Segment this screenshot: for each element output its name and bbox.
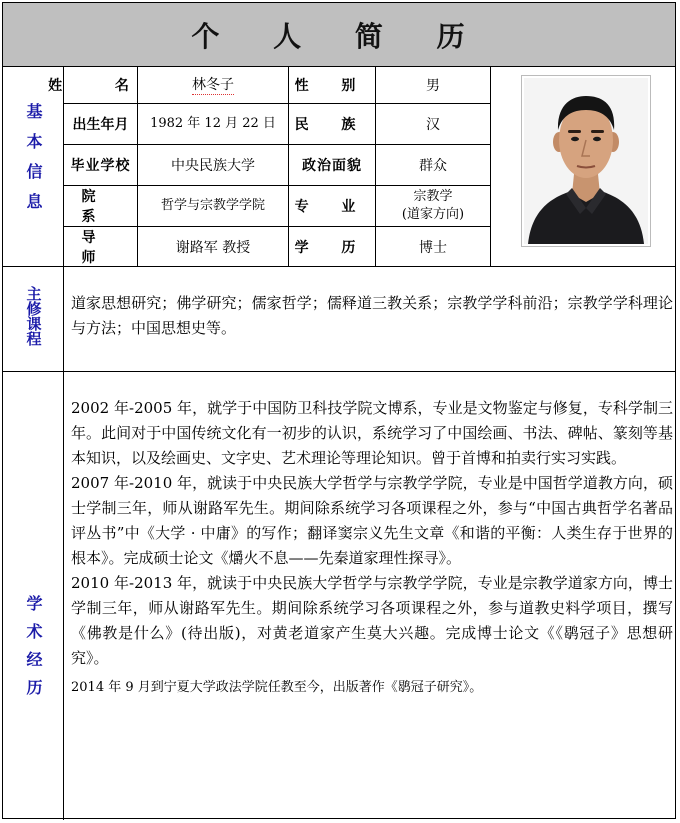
- major-label: [289, 186, 375, 226]
- department-label: [64, 186, 137, 226]
- section-label-courses-text: 主修课程: [24, 286, 43, 346]
- birth-label-text: 出生年月: [72, 117, 129, 133]
- experience-paragraph-3: 2010 年-2013 年，就读于中央民族大学哲学与宗教学学院，专业是宗教学道家方向，博士学制三年，师从谢路军先生。期间除系统学习各项课程之外，参与道教史料学项目，撰写《佛教是什么》(待出版)，对黄老道家产生莫大兴趣。完成博士论文《《鹖冠子》思想研究》。: [71, 574, 673, 667]
- courses-text: [71, 291, 673, 341]
- portrait-photo: [524, 78, 648, 244]
- degree-label-text: 学 历: [294, 239, 370, 256]
- major-value-line1: 宗教学: [413, 189, 453, 204]
- experience-paragraph-1: 2002 年-2005 年，就学于中国防卫科技学院文博系，专业是文物鉴定与修复，专科学制三年。此间对于中国传统文化有一初步的认识，系统学习了中国绘画、书法、碑帖、篆刻等基本知识，以及绘画史、文字史、艺术理论等理论知识。曾于首博和拍卖行实习实践。: [71, 399, 673, 467]
- gender-value: [376, 66, 490, 103]
- birth-label: [64, 104, 137, 144]
- department-label-text: 院 系: [81, 189, 120, 225]
- school-value-text: 中央民族大学: [171, 158, 255, 174]
- birth-value: [138, 104, 288, 144]
- section-label-basic-text: 基本信息: [24, 103, 43, 223]
- section-divider: [3, 371, 675, 372]
- major-value: [376, 186, 490, 226]
- name-label-text: 姓 名: [48, 77, 153, 94]
- political-value-text: 群众: [419, 158, 447, 174]
- portrait-photo-frame: [521, 75, 651, 247]
- page-title-text: 个 人 简 历: [191, 20, 487, 53]
- department-value-text: 哲学与宗教学学院: [160, 198, 265, 213]
- gender-label-text: 性 别: [294, 77, 370, 94]
- section-label-basic: [3, 103, 63, 223]
- advisor-label: [64, 227, 137, 266]
- gender-value-text: 男: [426, 77, 440, 94]
- name-label: [48, 66, 153, 103]
- advisor-label-text: 导 师: [81, 229, 120, 266]
- school-label-text: 毕业学校: [70, 158, 131, 174]
- advisor-value: [138, 227, 288, 266]
- page-title: [3, 15, 675, 55]
- title-bar: [3, 3, 675, 67]
- political-value: [376, 145, 490, 185]
- degree-value: [376, 227, 490, 266]
- section-label-experience: [3, 595, 63, 707]
- ethnicity-label: [289, 104, 375, 144]
- birth-value-text: 1982 年 12 月 22 日: [150, 116, 276, 131]
- name-value-text: 林冬子: [192, 74, 234, 95]
- section-label-experience-text: 学术经历: [24, 595, 43, 707]
- school-value: [138, 145, 288, 185]
- section-label-courses: [3, 286, 63, 346]
- gender-label: [289, 66, 375, 103]
- col-divider: [490, 66, 491, 266]
- resume-table: [2, 2, 676, 819]
- ethnicity-value-text: 汉: [426, 117, 440, 133]
- political-label-text: 政治面貌: [302, 158, 362, 174]
- advisor-value-text: 谢路军 教授: [175, 239, 251, 256]
- ethnicity-value: [376, 104, 490, 144]
- major-label-text: 专 业: [294, 199, 370, 215]
- political-label: [289, 145, 375, 185]
- school-label: [64, 145, 137, 185]
- experience-paragraph-2: 2007 年-2010 年，就读于中央民族大学哲学与宗教学学院，专业是中国哲学道教方向，硕士学制三年，师从谢路军先生。期间除系统学习各项课程之外，参与“中国古典哲学名著品评丛书”中《大学 · 中庸》的写作；翻译窦宗义先生文章《和谐的平衡：人类生存于世界的根本》。完成硕士论文《爝火不息——先秦道家理性探寻》。: [71, 474, 673, 567]
- major-value-line2: (道家方向): [401, 207, 465, 222]
- courses-paragraph: 道家思想研究；佛学研究；儒家哲学；儒释道三教关系；宗教学学科前沿；宗教学学科理论与方法；中国思想史等。: [71, 294, 673, 337]
- ethnicity-label-text: 民 族: [294, 117, 370, 133]
- name-value: [138, 66, 288, 103]
- department-value: [138, 186, 288, 226]
- experience-paragraph-4: 2014 年 9 月到宁夏大学政法学院任教至今，出版著作《鹖冠子研究》。: [71, 680, 483, 695]
- degree-label: [289, 227, 375, 266]
- experience-text: [71, 396, 673, 700]
- degree-value-text: 博士: [419, 239, 447, 256]
